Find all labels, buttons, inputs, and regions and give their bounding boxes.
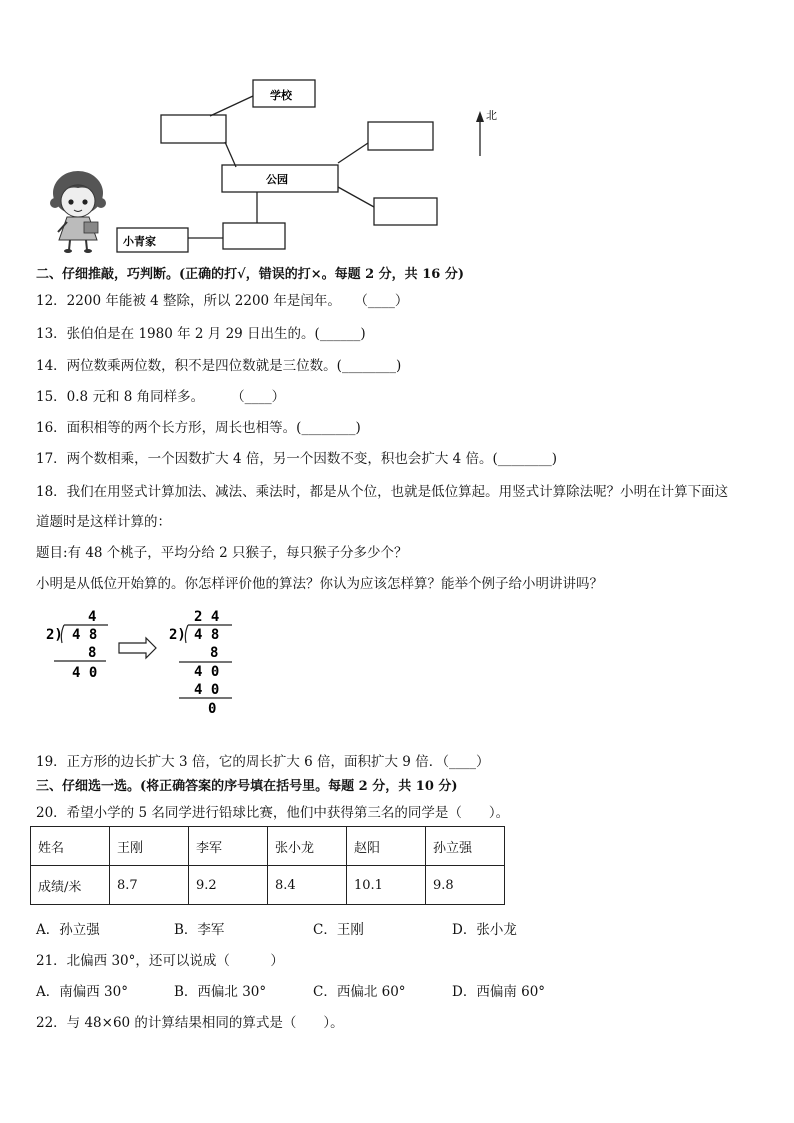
table-cell: 姓名 [31,827,110,866]
q21-option-a[interactable]: A．南偏西 30° [36,984,128,1000]
q20-option-a[interactable]: A．孙立强 [36,922,100,938]
table-cell: 李军 [189,827,268,866]
right-subtract-2: 4 0 [194,682,220,698]
question-18-line-4: 小明是从低位开始算的。你怎样评价他的算法？你认为应该怎样算？能举个例子给小明讲讲吗？ [36,576,603,592]
left-quotient: 4 [88,609,97,625]
right-remainder-2: 0 [208,701,217,717]
question-16: 16．面积相等的两个长方形，周长也相等。(________) [36,420,361,436]
table-cell: 9.2 [189,866,268,905]
girl-illustration [50,171,106,253]
table-cell: 8.7 [110,866,189,905]
question-13: 13．张伯伯是在 1980 年 2 月 29 日出生的。(______) [36,326,366,342]
table-row [31,827,505,866]
left-dividend: 4 8 [72,627,98,643]
left-subtract: 8 [88,645,97,661]
park-label: 公园 [266,173,288,186]
school-label: 学校 [270,89,292,102]
question-21: 21．北偏西 30°，还可以说成（ ） [36,953,284,969]
question-17: 17．两个数相乘，一个因数扩大 4 倍，另一个因数不变，积也会扩大 4 倍。(________) [36,451,558,467]
question-22: 22．与 48×60 的计算结果相同的算式是（ ）。 [36,1015,344,1031]
q20-option-d[interactable]: D．张小龙 [452,922,517,938]
blank-box-e [374,198,437,225]
right-quotient: 2 4 [194,609,220,625]
table-row [31,866,505,905]
table-cell: 孙立强 [426,827,505,866]
table-cell: 成绩/米 [31,866,110,905]
left-divisor: 2) [46,627,63,643]
section-2-heading: 二、仔细推敲，巧判断。(正确的打√，错误的打×。每题 2 分，共 16 分) [36,267,464,282]
right-dividend: 4 8 [194,627,220,643]
question-15: 15．0.8 元和 8 角同样多。 （____） [36,389,286,405]
question-12: 12．2200 年能被 4 整除，所以 2200 年是闰年。 （____） [36,293,409,309]
q20-option-b[interactable]: B．李军 [174,922,225,938]
question-18-line-1: 18．我们在用竖式计算加法、减法、乘法时，都是从个位，也就是低位算起。用竖式计算除法呢？小明在计算下面这 [36,484,729,500]
question-20: 20．希望小学的 5 名同学进行铅球比赛，他们中获得第三名的同学是（ ）。 [36,805,510,821]
blank-box-nw [161,115,226,143]
right-remainder-1: 4 0 [194,664,220,680]
table-cell: 9.8 [426,866,505,905]
section-3-heading: 三、仔细选一选。(将正确答案的序号填在括号里。每题 2 分，共 10 分) [36,779,458,794]
table-cell: 10.1 [347,866,426,905]
right-subtract-1: 8 [210,645,219,661]
question-14: 14．两位数乘两位数，积不是四位数就是三位数。(________) [36,358,402,374]
table-cell: 8.4 [268,866,347,905]
q20-option-c[interactable]: C．王刚 [313,922,364,938]
right-arrow-icon [119,638,156,658]
map-diagram [0,60,794,260]
right-divisor: 2) [169,627,186,643]
north-label: 北 [486,109,497,122]
q21-option-b[interactable]: B．西偏北 30° [174,984,267,1000]
table-cell: 张小龙 [268,827,347,866]
home-label: 小青家 [123,235,156,248]
score-table [30,826,505,905]
question-18-line-2: 道题时是这样计算的： [36,514,171,530]
blank-box-ne [368,122,433,150]
question-18-line-3: 题目:有 48 个桃子，平均分给 2 只猴子，每只猴子分多少个？ [36,545,408,561]
blank-box-s [223,223,285,249]
question-19: 19．正方形的边长扩大 3 倍，它的周长扩大 6 倍，面积扩大 9 倍．（____） [36,754,490,770]
q21-option-d[interactable]: D．西偏南 60° [452,984,546,1000]
q21-option-c[interactable]: C．西偏北 60° [313,984,406,1000]
division-calculation [0,600,300,720]
north-arrow-icon [476,111,484,122]
table-cell: 赵阳 [347,827,426,866]
table-cell: 王刚 [110,827,189,866]
left-result: 4 0 [72,665,98,681]
